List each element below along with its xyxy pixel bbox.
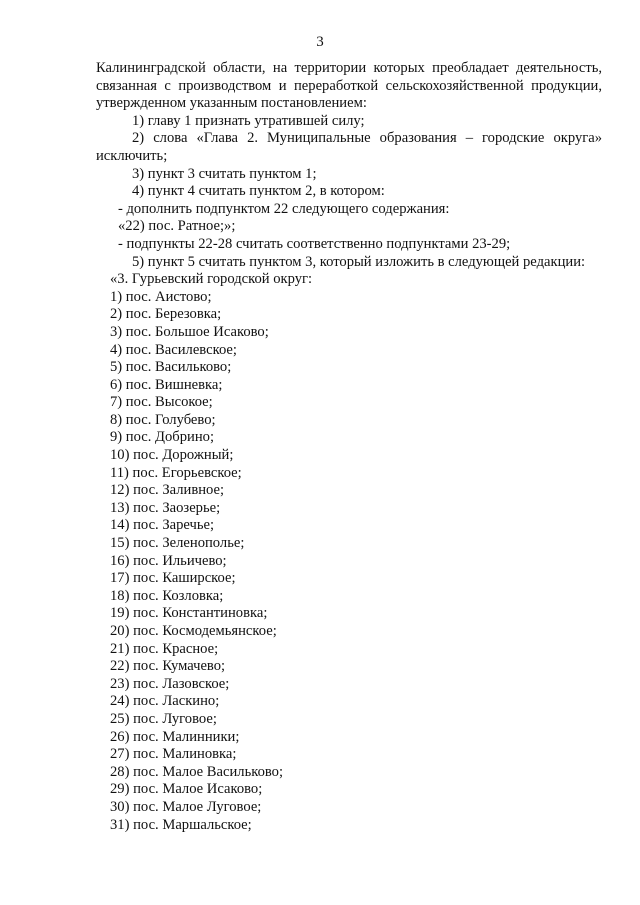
page-number: 3 — [316, 34, 324, 50]
amendment-item-2: 2) слова «Глава 2. Муниципальные образования – городские округа» — [132, 130, 602, 147]
settlement-item: 12) пос. Заливное; — [110, 482, 225, 499]
intro-line: Калининградской области, на территории которых преобладает деятельность, — [96, 60, 602, 76]
settlement-item: 5) пос. Васильково; — [110, 359, 232, 376]
settlement-item: 1) пос. Аистово; — [110, 288, 212, 305]
settlement-item: 31) пос. Маршальское; — [110, 816, 252, 833]
settlement-item: 19) пос. Константиновка; — [110, 605, 268, 622]
amendment-item-5: 5) пункт 5 считать пунктом 3, который изложить в следующей редакции: — [132, 253, 586, 270]
settlement-item: 20) пос. Космодемьянское; — [110, 623, 277, 639]
settlement-item: 11) пос. Егорьевское; — [110, 464, 242, 481]
amendment-item-4: 4) пункт 4 считать пунктом 2, в котором: — [132, 183, 385, 200]
settlement-item: 21) пос. Красное; — [110, 640, 219, 657]
settlement-item: 26) пос. Малинники; — [110, 728, 240, 745]
settlement-item: 17) пос. Каширское; — [110, 570, 236, 587]
amendment-item-1: 1) главу 1 признать утратившей силу; — [132, 112, 365, 129]
settlement-item: 2) пос. Березовка; — [110, 306, 222, 323]
intro-line: связанная с производством и переработкой сельскохозяйственной продукции, — [96, 77, 602, 94]
settlement-item: 23) пос. Лазовское; — [110, 675, 230, 692]
settlement-item: 25) пос. Луговое; — [110, 710, 217, 727]
settlement-item: 15) пос. Зеленополье; — [110, 535, 245, 552]
sub-item-quote: «22) пос. Ратное;»; — [118, 218, 236, 235]
settlement-item: 14) пос. Заречье; — [110, 517, 215, 534]
amendment-item-3: 3) пункт 3 считать пунктом 1; — [132, 165, 317, 182]
settlement-item: 22) пос. Кумачево; — [110, 658, 226, 675]
settlement-list — [96, 289, 602, 834]
settlement-item: 18) пос. Козловка; — [110, 587, 224, 604]
settlement-item: 9) пос. Добрино; — [110, 429, 214, 446]
settlement-item: 8) пос. Голубево; — [110, 411, 216, 428]
sub-item-add: - дополнить подпунктом 22 следующего содержания: — [118, 200, 450, 217]
settlement-item: 29) пос. Малое Исаково; — [110, 781, 263, 798]
settlement-item: 27) пос. Малиновка; — [110, 746, 237, 763]
sub-item-renumber: - подпункты 22-28 считать соответственно подпунктами 23-29; — [118, 235, 511, 252]
intro-line: утвержденном указанным постановлением: — [96, 95, 367, 112]
settlement-item: 7) пос. Высокое; — [110, 394, 213, 411]
settlement-item: 10) пос. Дорожный; — [110, 447, 234, 464]
settlement-item: 30) пос. Малое Луговое; — [110, 798, 262, 815]
settlement-item: 24) пос. Ласкино; — [110, 693, 220, 710]
settlement-item: 13) пос. Заозерье; — [110, 499, 221, 516]
settlement-item: 16) пос. Ильичево; — [110, 552, 227, 569]
amendment-item-2-cont: исключить; — [96, 147, 168, 164]
document-body — [96, 60, 602, 834]
settlement-item: 28) пос. Малое Васильково; — [110, 763, 284, 780]
district-heading: «3. Гурьевский городской округ: — [110, 271, 313, 288]
settlement-item: 4) пос. Василевское; — [110, 341, 237, 358]
settlement-item: 6) пос. Вишневка; — [110, 376, 223, 393]
settlement-item: 3) пос. Большое Исаково; — [110, 323, 269, 340]
